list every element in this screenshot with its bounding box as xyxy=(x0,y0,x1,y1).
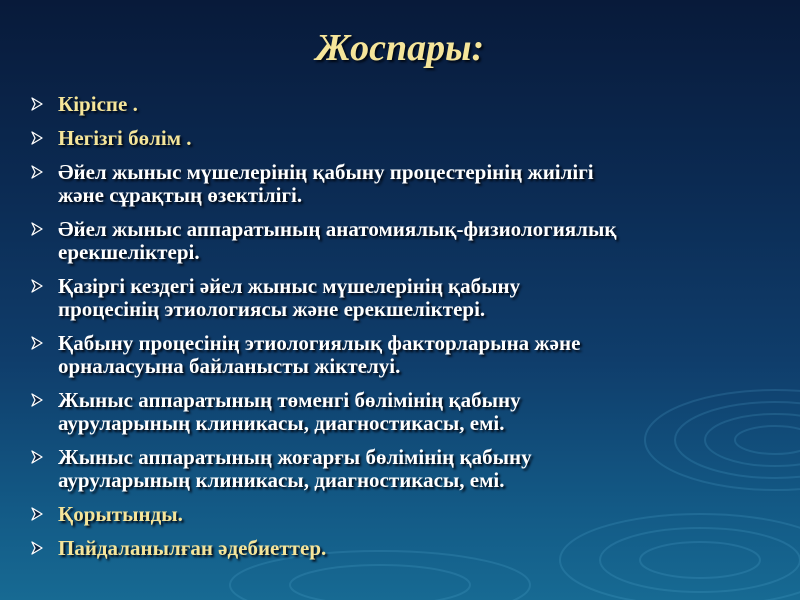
agenda-item xyxy=(30,275,790,321)
agenda-item-line1: Кіріспе . xyxy=(58,92,138,116)
open-arrowhead-icon xyxy=(30,336,44,350)
agenda-item-line1: Жыныс аппаратының төменгі бөлімінің қабыну xyxy=(58,388,521,412)
open-arrowhead-icon xyxy=(30,507,44,521)
agenda-item-line1: Пайдаланылған әдебиеттер. xyxy=(58,536,327,560)
agenda-item-line1: Әйел жыныс мүшелерінің қабыну процестерінің жиілігі xyxy=(58,160,594,184)
slide-title: Жоспары: xyxy=(315,27,485,69)
open-arrowhead-icon xyxy=(30,97,44,111)
agenda-item xyxy=(30,218,790,264)
open-arrowhead-icon xyxy=(30,393,44,407)
agenda-item-line2: ауруларының клиникасы, диагностикасы, емі. xyxy=(58,411,505,435)
agenda-list xyxy=(30,93,790,571)
agenda-item-line2: процесінің этиологиясы және ерекшеліктері. xyxy=(58,297,486,321)
agenda-item xyxy=(30,161,790,207)
open-arrowhead-icon xyxy=(30,279,44,293)
open-arrowhead-icon xyxy=(30,165,44,179)
agenda-item-line2: және сұрақтың өзектілігі. xyxy=(58,183,303,207)
agenda-item-line2: ерекшеліктері. xyxy=(58,240,200,264)
agenda-item xyxy=(30,93,790,116)
agenda-item-line2: ауруларының клиникасы, диагностикасы, емі. xyxy=(58,468,505,492)
agenda-item-line1: Қабыну процесінің этиологиялық факторларына және xyxy=(58,331,581,355)
agenda-item-line1: Қазіргі кездегі әйел жыныс мүшелерінің қабыну xyxy=(58,274,521,298)
open-arrowhead-icon xyxy=(30,131,44,145)
open-arrowhead-icon xyxy=(30,222,44,236)
open-arrowhead-icon xyxy=(30,541,44,555)
agenda-item xyxy=(30,446,790,492)
agenda-item xyxy=(30,127,790,150)
open-arrowhead-icon xyxy=(30,450,44,464)
agenda-item-line1: Қорытынды. xyxy=(58,502,183,526)
agenda-item xyxy=(30,389,790,435)
agenda-item xyxy=(30,332,790,378)
agenda-item-line1: Негізгі бөлім . xyxy=(58,126,192,150)
agenda-item xyxy=(30,537,790,560)
agenda-item-line1: Жыныс аппаратының жоғарғы бөлімінің қабыну xyxy=(58,445,532,469)
agenda-item-line2: орналасуына байланысты жіктелуі. xyxy=(58,354,401,378)
agenda-item xyxy=(30,503,790,526)
agenda-item-line1: Әйел жыныс аппаратының анатомиялық-физиологиялық xyxy=(58,217,617,241)
